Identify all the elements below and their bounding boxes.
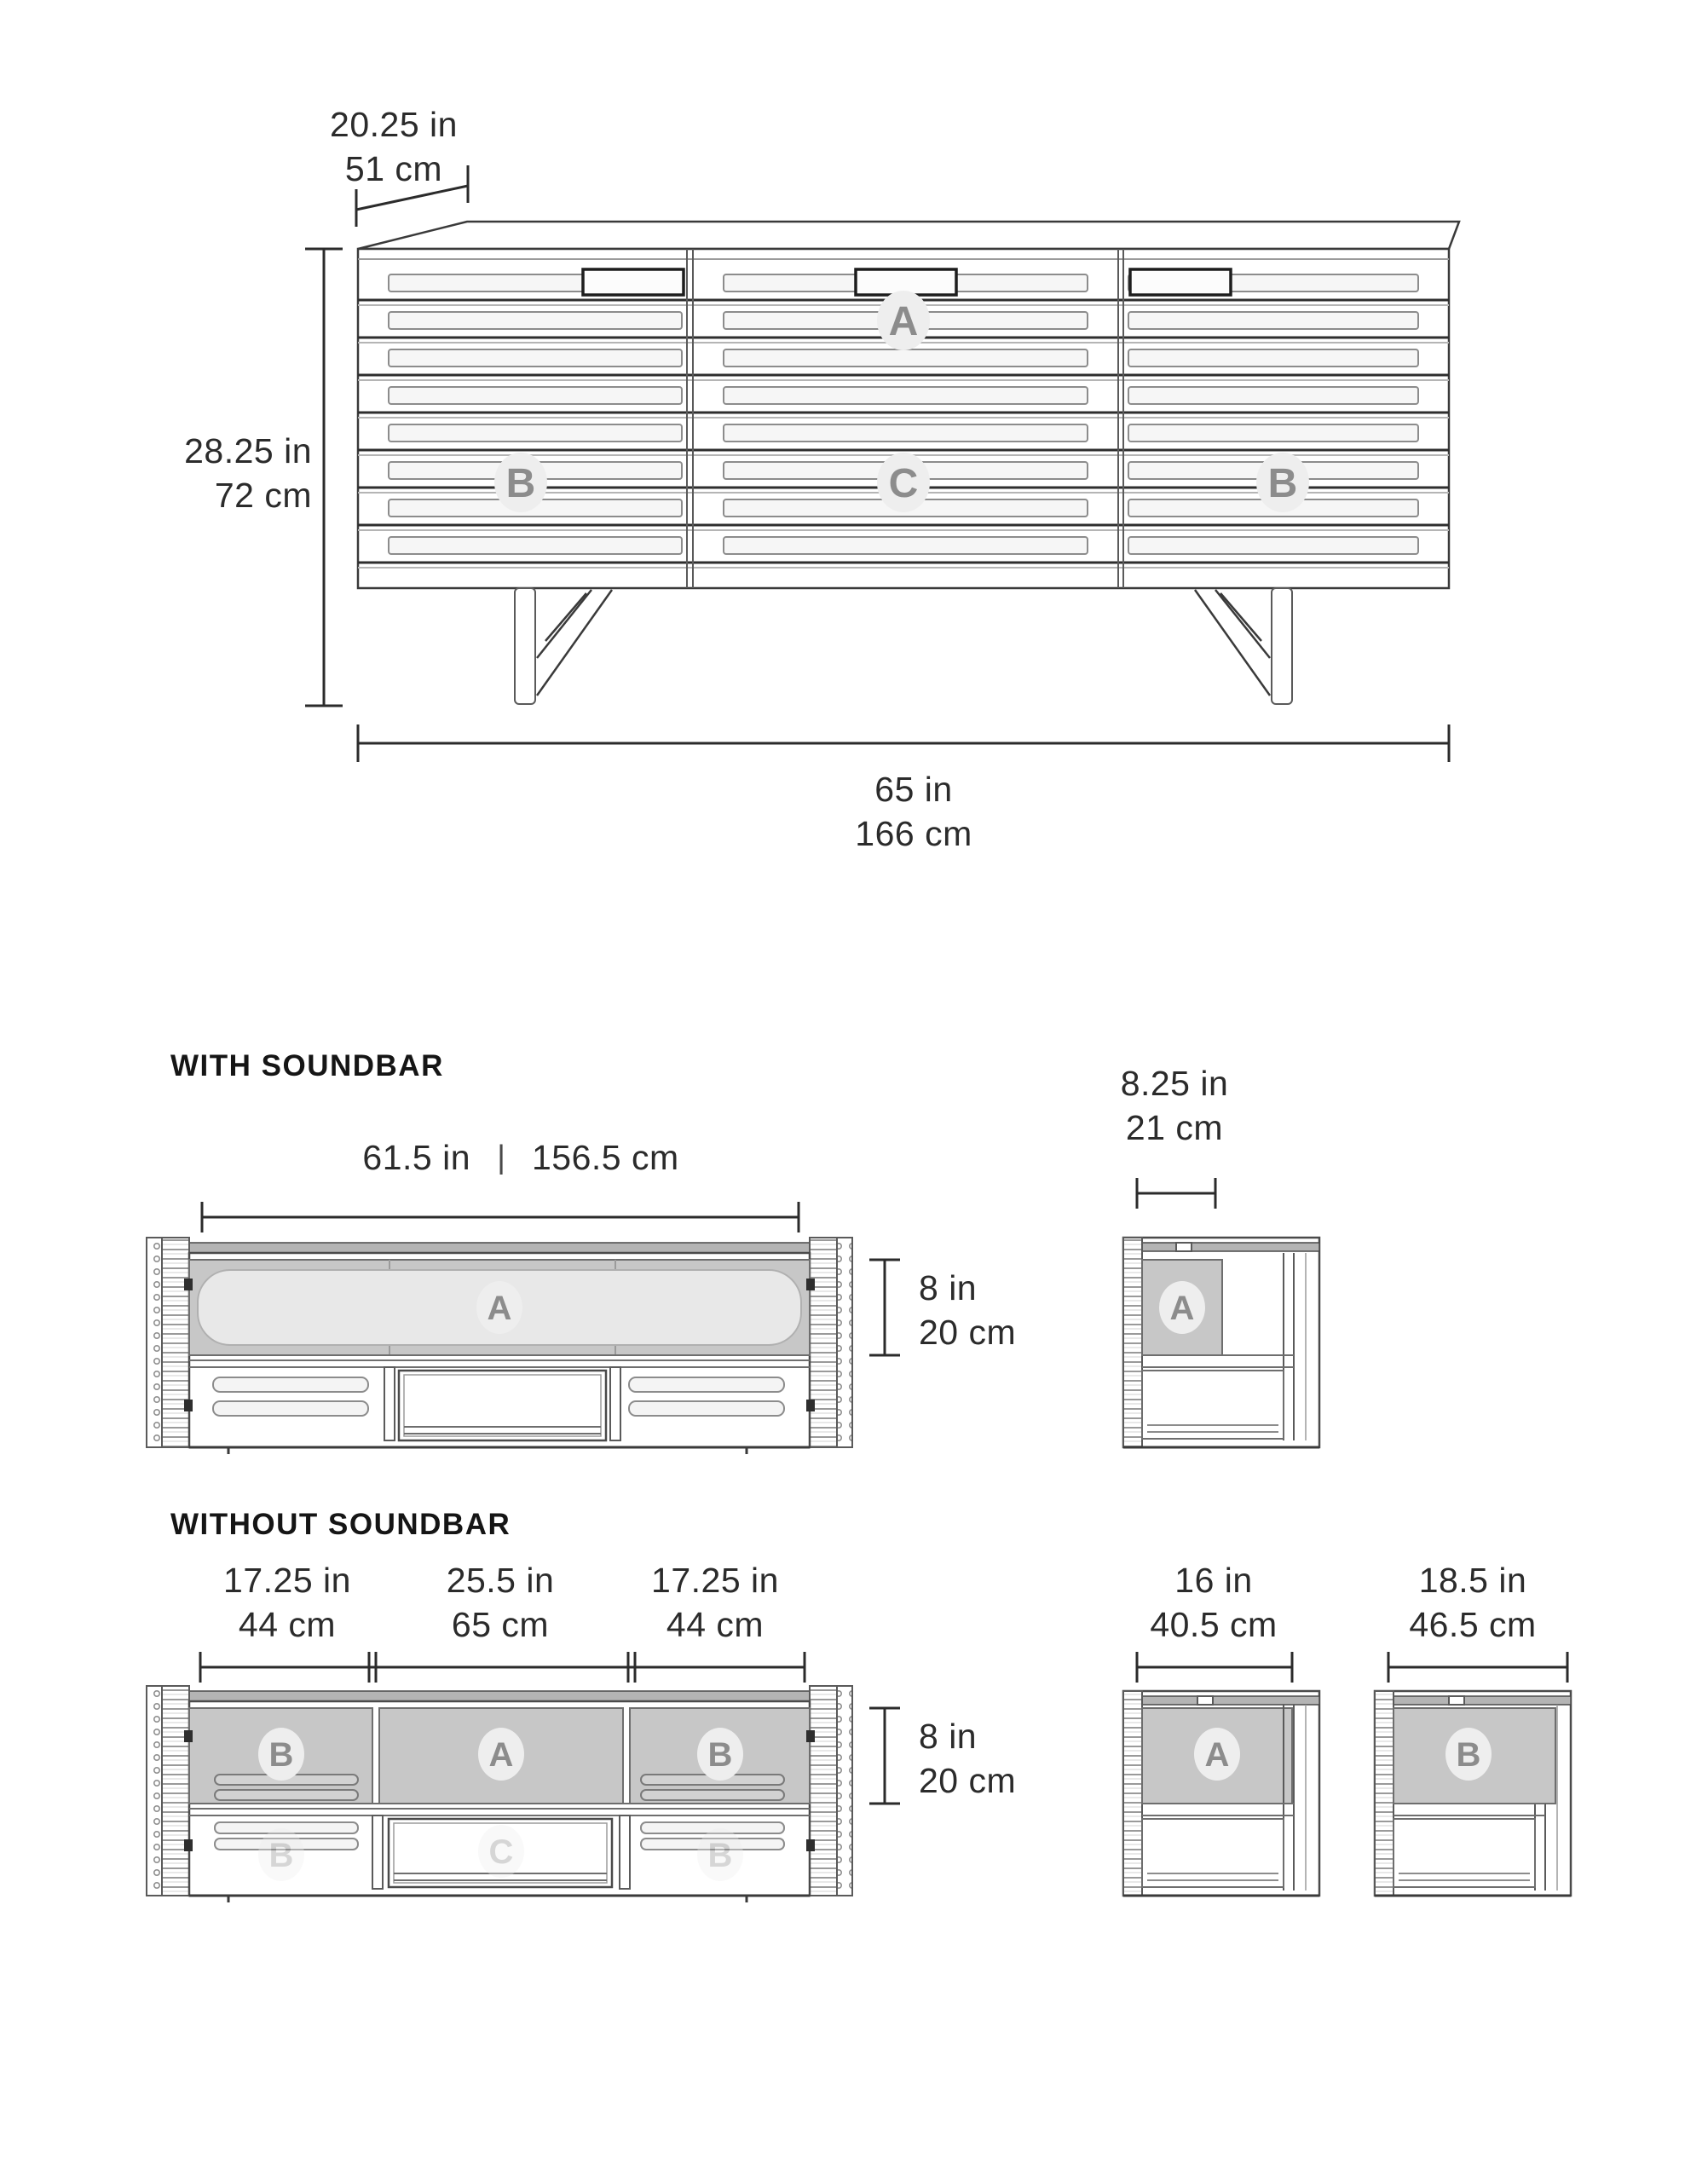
main-front-view bbox=[184, 105, 1459, 853]
wos-side-a-view bbox=[1123, 1561, 1319, 1896]
ws-left-hole-strip bbox=[147, 1238, 162, 1447]
wos-seg3-in: 17.25 in bbox=[651, 1561, 779, 1600]
right-leg-post bbox=[1272, 588, 1292, 704]
wos-seg3-cm: 44 cm bbox=[666, 1605, 765, 1644]
wos-side-b-top-clip bbox=[1449, 1696, 1464, 1705]
wos-side-a-in: 16 in bbox=[1174, 1561, 1253, 1600]
width-dim-in: 65 in bbox=[874, 770, 953, 809]
with-soundbar-heading: WITH SOUNDBAR bbox=[170, 1049, 444, 1082]
ws-width-cm: 156.5 cm bbox=[532, 1138, 679, 1177]
ws-center-bay bbox=[399, 1371, 606, 1440]
ws-side-slat-column bbox=[1123, 1238, 1142, 1447]
wos-seg2-cm: 65 cm bbox=[451, 1605, 550, 1644]
wos-side-b-in: 18.5 in bbox=[1418, 1561, 1527, 1600]
wos-badge-b2-label: B bbox=[707, 1736, 733, 1774]
wos-side-b-cm: 46.5 cm bbox=[1409, 1605, 1537, 1644]
right-leg-brace bbox=[1195, 590, 1270, 696]
depth-dim-line bbox=[356, 186, 468, 210]
badge-b-right-label: B bbox=[1267, 461, 1298, 506]
wos-side-b-lower-bay bbox=[1394, 1819, 1535, 1887]
wos-badge-a-label: A bbox=[488, 1736, 514, 1774]
wos-right-slat-column bbox=[810, 1686, 837, 1896]
ws-right-slat-column bbox=[810, 1238, 837, 1447]
ws-width-dimension bbox=[202, 1138, 799, 1232]
cabinet-legs bbox=[515, 588, 1292, 704]
right-door-handle bbox=[1130, 269, 1231, 295]
wos-right-hole-strip bbox=[837, 1686, 852, 1896]
wos-side-a-lower-bay bbox=[1142, 1819, 1284, 1887]
wos-left-slat-column bbox=[162, 1686, 189, 1896]
left-door-handle bbox=[583, 269, 684, 295]
ws-height-cm: 20 cm bbox=[919, 1313, 1017, 1352]
badge-a-label: A bbox=[888, 299, 919, 344]
ws-height-dimension bbox=[869, 1260, 1016, 1355]
wos-left-hole-strip bbox=[147, 1686, 162, 1896]
ws-front-view bbox=[147, 1238, 852, 1454]
wos-side-a-cm: 40.5 cm bbox=[1150, 1605, 1278, 1644]
ws-side-cap bbox=[1123, 1243, 1319, 1251]
left-leg-post bbox=[515, 588, 535, 704]
ws-width-in: 61.5 in bbox=[362, 1138, 470, 1177]
cabinet-top-surface bbox=[358, 222, 1459, 249]
wos-height-in: 8 in bbox=[919, 1717, 978, 1756]
without-soundbar-heading: WITHOUT SOUNDBAR bbox=[170, 1508, 511, 1541]
wos-seg1-in: 17.25 in bbox=[223, 1561, 351, 1600]
ws-side-dim-cm: 21 cm bbox=[1125, 1108, 1224, 1147]
wos-side-b-badge-label: B bbox=[1456, 1736, 1481, 1774]
wos-side-a-badge-label: A bbox=[1204, 1736, 1230, 1774]
wos-side-b-cap bbox=[1375, 1696, 1571, 1705]
badge-c-label: C bbox=[888, 461, 919, 506]
depth-dim-in: 20.25 in bbox=[330, 105, 458, 144]
without-soundbar-section bbox=[147, 1508, 1571, 1902]
wos-side-b-slat-column bbox=[1375, 1691, 1394, 1896]
height-dim-in: 28.25 in bbox=[184, 431, 312, 470]
wos-height-cm: 20 cm bbox=[919, 1761, 1017, 1800]
ws-badge-a-label: A bbox=[487, 1290, 512, 1327]
width-dimension bbox=[358, 724, 1449, 853]
wos-badge-b1-label: B bbox=[268, 1736, 294, 1774]
wos-side-a-slat-column bbox=[1123, 1691, 1142, 1896]
ws-side-badge-label: A bbox=[1169, 1290, 1195, 1327]
wos-seg1-cm: 44 cm bbox=[238, 1605, 337, 1644]
wos-side-a-cap bbox=[1123, 1696, 1319, 1705]
wos-side-a-top-clip bbox=[1197, 1696, 1213, 1705]
svg-text:B: B bbox=[707, 1837, 733, 1874]
height-dim-cm: 72 cm bbox=[214, 476, 312, 515]
ws-width-sep: | bbox=[497, 1140, 505, 1175]
left-leg-brace bbox=[537, 590, 612, 696]
ws-left-slat-column bbox=[162, 1238, 189, 1447]
wos-top-cap bbox=[175, 1691, 824, 1701]
width-dim-cm: 166 cm bbox=[855, 814, 972, 853]
ws-side-view bbox=[1121, 1064, 1319, 1447]
badge-b-left-label: B bbox=[505, 461, 536, 506]
with-soundbar-section bbox=[147, 1049, 1319, 1454]
wos-side-b-view bbox=[1375, 1561, 1571, 1896]
wos-height-dimension bbox=[869, 1708, 1016, 1804]
depth-dim-cm: 51 cm bbox=[344, 149, 443, 188]
ws-top-cap bbox=[175, 1243, 824, 1253]
wos-seg2-in: 25.5 in bbox=[446, 1561, 555, 1600]
wos-front-view bbox=[147, 1686, 852, 1902]
ws-side-dim-in: 8.25 in bbox=[1120, 1064, 1229, 1103]
ws-height-in: 8 in bbox=[919, 1268, 978, 1307]
wos-segment-dimensions bbox=[200, 1561, 805, 1683]
svg-text:C: C bbox=[488, 1833, 514, 1871]
ws-side-lower-bay bbox=[1142, 1371, 1284, 1439]
svg-text:B: B bbox=[268, 1837, 294, 1874]
ws-side-top-clip bbox=[1176, 1243, 1192, 1251]
height-dimension bbox=[184, 249, 343, 706]
depth-dimension bbox=[330, 105, 468, 227]
ws-right-hole-strip bbox=[837, 1238, 852, 1447]
